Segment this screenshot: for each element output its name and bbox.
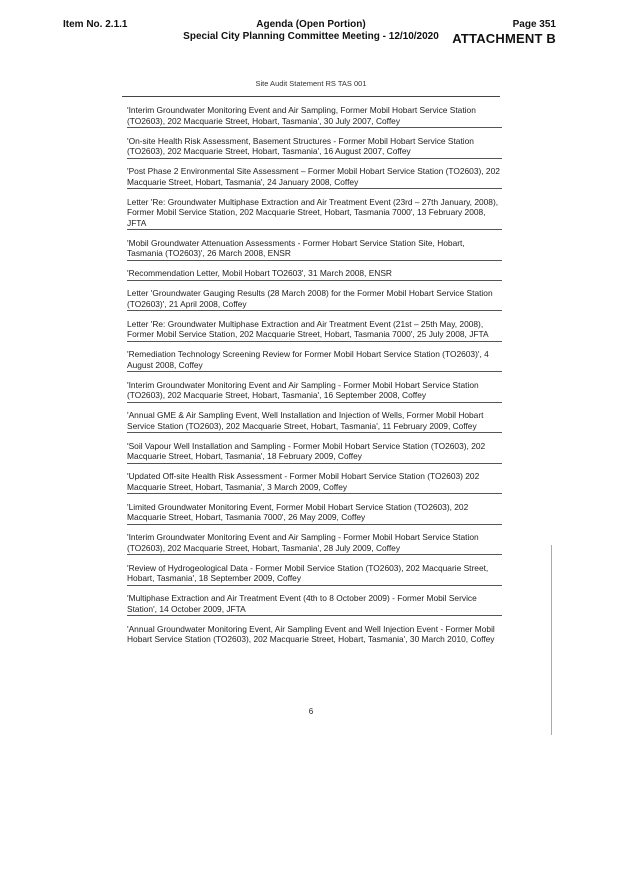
reference-item: Letter 'Re: Groundwater Multiphase Extraction and Air Treatment Event (21st – 25th May, 2008), Former Mobil Service Station, 202 Macquarie Street, Hobart, Tasmania 7000', 25 July 2008, JFTA: [127, 319, 502, 342]
agenda-header: [175, 19, 447, 43]
reference-item: 'Post Phase 2 Environmental Site Assessment – Former Mobil Hobart Service Station (TO2603), 202 Macquarie Street, Hobart, Tasmania', 24 January 2008, Coffey: [127, 166, 502, 189]
reference-item: 'Updated Off-site Health Risk Assessment - Former Mobil Hobart Service Station (TO2603) 202 Macquarie Street, Hobart, Tasmania', 3 March 2009, Coffey: [127, 471, 502, 494]
page-label: Page 351: [512, 19, 556, 30]
attachment-label: ATTACHMENT B: [452, 31, 556, 46]
reference-item: 'Review of Hydrogeological Data - Former Mobil Service Station (TO2603), 202 Macquarie Street, Hobart, Tasmania', 18 September 2009, Coffey: [127, 563, 502, 586]
reference-item: 'Interim Groundwater Monitoring Event and Air Sampling - Former Mobil Hobart Service Station (TO2603), 202 Macquarie Street, Hobart, Tasmania', 16 September 2008, Coffey: [127, 380, 502, 403]
page-header-right: [452, 19, 556, 46]
reference-item: 'Remediation Technology Screening Review for Former Mobil Hobart Service Station (TO2603)', 4 August 2008, Coffey: [127, 349, 502, 372]
item-number: Item No. 2.1.1: [63, 19, 128, 30]
reference-item: 'Interim Groundwater Monitoring Event and Air Sampling, Former Mobil Hobart Service Station (TO2603), 202 Macquarie Street, Hobart, Tasmania', 30 July 2007, Coffey: [127, 105, 502, 128]
reference-item: 'Annual Groundwater Monitoring Event, Air Sampling Event and Well Injection Event - Former Mobil Hobart Service Station (TO2603), 202 Macquarie Street, Hobart, Tasmania', 30 March 2010, Coffey: [127, 623, 495, 644]
reference-item: Letter 'Groundwater Gauging Results (28 March 2008) for the Former Mobil Hobart Service Station (TO2603)', 21 April 2008, Coffey: [127, 288, 502, 311]
reference-item: 'Multiphase Extraction and Air Treatment Event (4th to 8 October 2009) - Former Mobil Service Station', 14 October 2009, JFTA: [127, 593, 502, 616]
page-number: 6: [308, 707, 314, 716]
reference-item: 'Mobil Groundwater Attenuation Assessments - Former Hobart Service Station Site, Hobart, Tasmania (TO2603)', 26 March 2008, ENSR: [127, 238, 502, 261]
meeting-label: Special City Planning Committee Meeting - 12/10/2020: [183, 31, 439, 42]
reference-item: 'Soil Vapour Well Installation and Sampling - Former Mobil Hobart Service Station (TO2603), 202 Macquarie Street, Hobart, Tasmania', 18 February 2009, Coffey: [127, 441, 502, 464]
reference-item: 'Limited Groundwater Monitoring Event, Former Mobil Hobart Service Station (TO2603), 202 Macquarie Street, Hobart, Tasmania 7000', 26 May 2009, Coffey: [127, 502, 502, 525]
reference-item: Letter 'Re: Groundwater Multiphase Extraction and Air Treatment Event (23rd – 27th January, 2008), Former Mobil Service Station, 202 Macquarie Street, Hobart, Tasmania 7000', 13 February 2008, JFTA: [127, 197, 502, 231]
top-divider: [122, 96, 500, 97]
reference-item: 'Annual GME & Air Sampling Event, Well Installation and Injection of Wells, Former Mobil Hobart Service Station (TO2603), 202 Macquarie Street, Hobart, Tasmania', 11 February 2009, Coffey: [127, 410, 502, 433]
reference-list: [127, 105, 502, 653]
reference-item: 'Interim Groundwater Monitoring Event and Air Sampling - Former Mobil Hobart Service Station (TO2603), 202 Macquarie Street, Hobart, Tasmania', 28 July 2009, Coffey: [127, 532, 502, 555]
document-title: Site Audit Statement RS TAS 001: [255, 79, 367, 88]
agenda-label: Agenda (Open Portion): [256, 19, 366, 30]
reference-item: 'On-site Health Risk Assessment, Basement Structures - Former Mobil Hobart Service Station (TO2603), 202 Macquarie Street, Hobart, Tasmania', 16 August 2007, Coffey: [127, 136, 502, 159]
reference-item: 'Recommendation Letter, Mobil Hobart TO2603', 31 March 2008, ENSR: [127, 268, 502, 281]
